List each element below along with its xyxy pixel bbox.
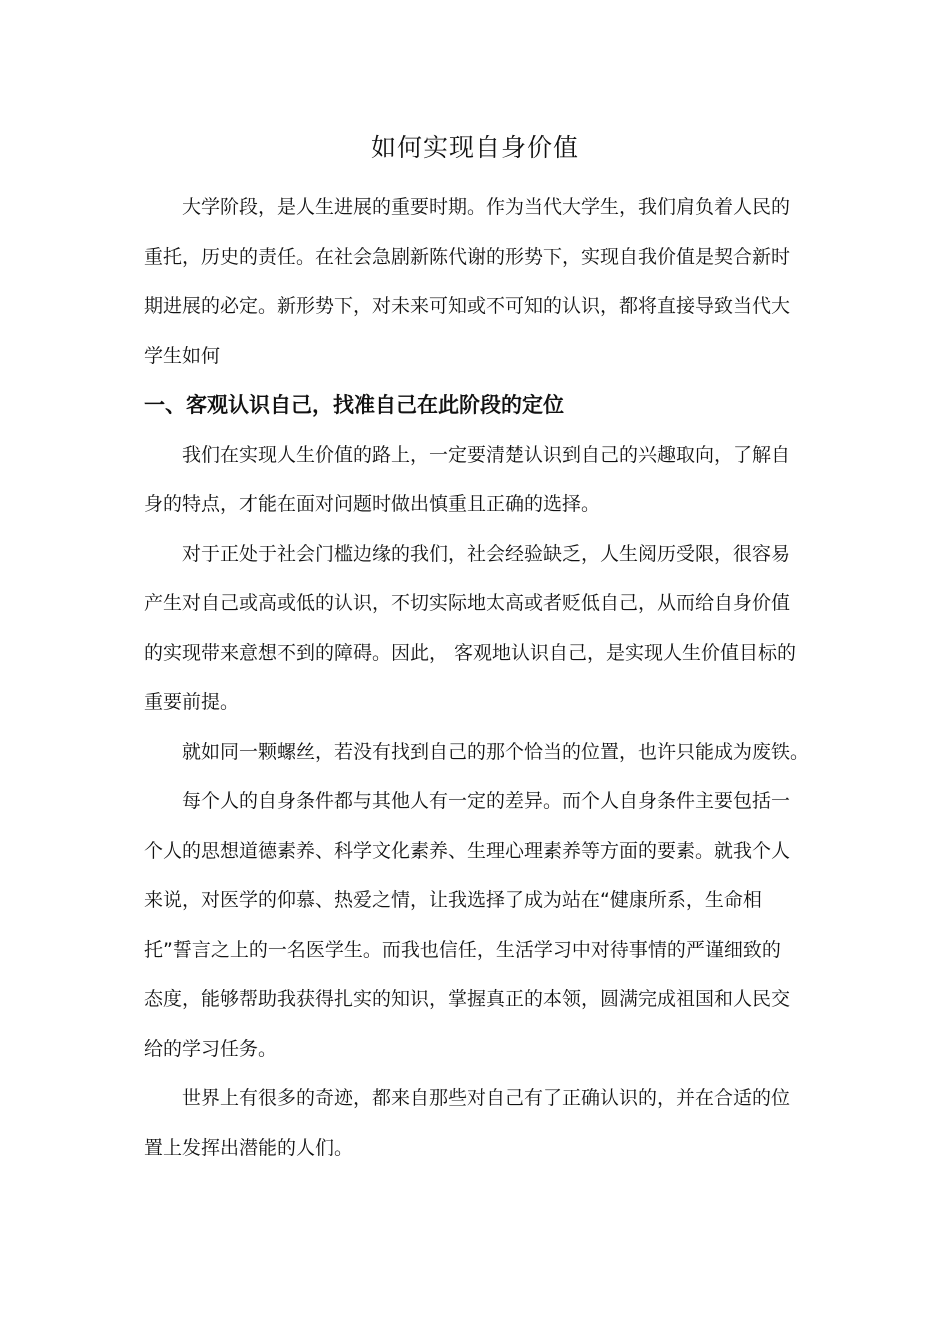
text-line: 来说，对医学的仰慕、热爱之情，让我选择了成为站在“健康所系，生命相 [144, 889, 762, 911]
document-title: 如何实现自身价值 [370, 133, 579, 162]
text-line: 身的特点，才能在面对问题时做出慎重且正确的选择。 [144, 493, 601, 515]
text-line: 对于正处于社会门槛边缘的我们，社会经验缺乏，人生阅历受限，很容易 [182, 542, 791, 565]
text-line: 托”誓言之上的一名医学生。而我也信任，生活学习中对待事情的严谨细致的 [144, 938, 781, 961]
body-paragraph [144, 777, 809, 1074]
body-paragraph [144, 431, 809, 530]
text-line: 个人的思想道德素养、科学文化素养、生理心理素养等方面的要素。就我个人 [144, 839, 791, 862]
text-line: 置上发挥出潜能的人们。 [144, 1136, 354, 1159]
text-line: 重托，历史的责任。在社会急剧新陈代谢的形势下，实现自我价值是契合新时 [144, 245, 791, 268]
body-paragraph [144, 1074, 809, 1173]
text-line: 世界上有很多的奇迹，都来自那些对自己有了正确认识的，并在合适的位 [182, 1087, 791, 1109]
text-line: 大学阶段，是人生进展的重要时期。作为当代大学生，我们肩负着人民的 [182, 196, 791, 218]
text-line: 就如同一颗螺丝，若没有找到自己的那个恰当的位置，也许只能成为废铁。 [182, 740, 810, 763]
document-body [144, 183, 809, 1173]
body-paragraph [144, 728, 809, 778]
text-line: 我们在实现人生价值的路上，一定要清楚认识到自己的兴趣取向，了解自 [182, 443, 791, 466]
text-line: 每个人的自身条件都与其他人有一定的差异。而个人自身条件主要包括一 [182, 790, 791, 812]
text-line: 的实现带来意想不到的障碍。因此， 客观地认识自己，是实现人生价值目标的 [144, 641, 797, 664]
body-paragraph [144, 530, 809, 728]
text-line: 期进展的必定。新形势下，对未来可知或不可知的认识，都将直接导致当代大 [144, 295, 791, 317]
section-heading: 一、客观认识自己，找准自己在此阶段的定位 [144, 393, 564, 417]
text-line: 给的学习任务。 [144, 1037, 278, 1060]
text-line: 产生对自己或高或低的认识，不切实际地太高或者贬低自己，从而给自身价值 [144, 592, 791, 614]
text-line: 重要前提。 [144, 691, 240, 713]
text-line: 学生如何 [144, 344, 221, 367]
text-line: 态度，能够帮助我获得扎实的知识，掌握真正的本领，圆满完成祖国和人民交 [144, 988, 791, 1010]
intro-paragraph [144, 183, 809, 381]
